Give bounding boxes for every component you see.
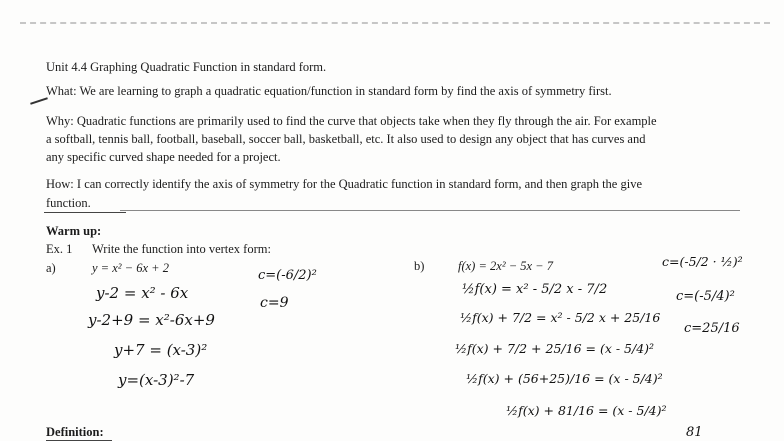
hand-b-side-3: c=25/16 [684, 321, 740, 336]
hand-b-step-2: ½f(x) + 7/2 = x² - 5/2 x + 25/16 [460, 310, 661, 325]
hand-b-corner: 81 [686, 425, 703, 440]
hand-a-step-1: y-2 = x² - 6x [96, 284, 189, 302]
why-statement-line-1: Why: Quadratic functions are primarily used to find the curve that objects take when they fly through the air. For example [46, 114, 657, 128]
hand-a-step-3: y+7 = (x-3)² [114, 341, 208, 359]
what-statement: What: We are learning to graph a quadratic equation/function in standard form by find the axis of symmetry first. [46, 84, 612, 98]
part-b-label: b) [414, 259, 425, 273]
hand-a-step-2: y-2+9 = x²-6x+9 [88, 311, 215, 329]
how-statement-line-2: function. [46, 196, 91, 210]
hand-b-side-2: c=(-5/4)² [676, 289, 735, 304]
definition-heading: Definition: [46, 425, 104, 439]
why-statement-line-2: a softball, tennis ball, football, baseball, soccer ball, basketball, etc. It also used to design any object that has curves and [46, 132, 646, 146]
hand-b-step-3: ½f(x) + 7/2 + 25/16 = (x - 5/4)² [455, 341, 655, 356]
part-b-equation: f(x) = 2x² − 5x − 7 [458, 259, 553, 273]
part-a-label: a) [46, 261, 56, 275]
example-instruction: Write the function into vertex form: [92, 242, 271, 256]
how-underline [44, 212, 126, 213]
hand-b-side-1: c=(-5/2 · ½)² [662, 254, 743, 269]
hand-b-step-4: ½f(x) + (56+25)/16 = (x - 5/4)² [466, 371, 663, 386]
why-statement-line-3: any specific curved shape needed for a project. [46, 150, 281, 164]
hand-b-step-5: ½f(x) + 81/16 = (x - 5/4)² [506, 403, 667, 418]
unit-title: Unit 4.4 Graphing Quadratic Function in standard form. [46, 60, 327, 74]
how-statement-line-1: How: I can correctly identify the axis of symmetry for the Quadratic function in standard form, and then graph the give [46, 177, 642, 191]
scan-top-edge [20, 22, 770, 24]
hand-a-step-4: y=(x-3)²-7 [118, 371, 195, 389]
section-divider [120, 210, 740, 211]
part-a-equation: y = x² − 6x + 2 [92, 261, 169, 275]
warmup-heading: Warm up: [46, 224, 102, 238]
hand-a-side-1: c=(-6/2)² [258, 268, 317, 283]
hand-a-side-2: c=9 [260, 295, 289, 311]
hand-b-step-1: ½f(x) = x² - 5/2 x - 7/2 [462, 282, 608, 297]
example-label: Ex. 1 [46, 242, 73, 256]
